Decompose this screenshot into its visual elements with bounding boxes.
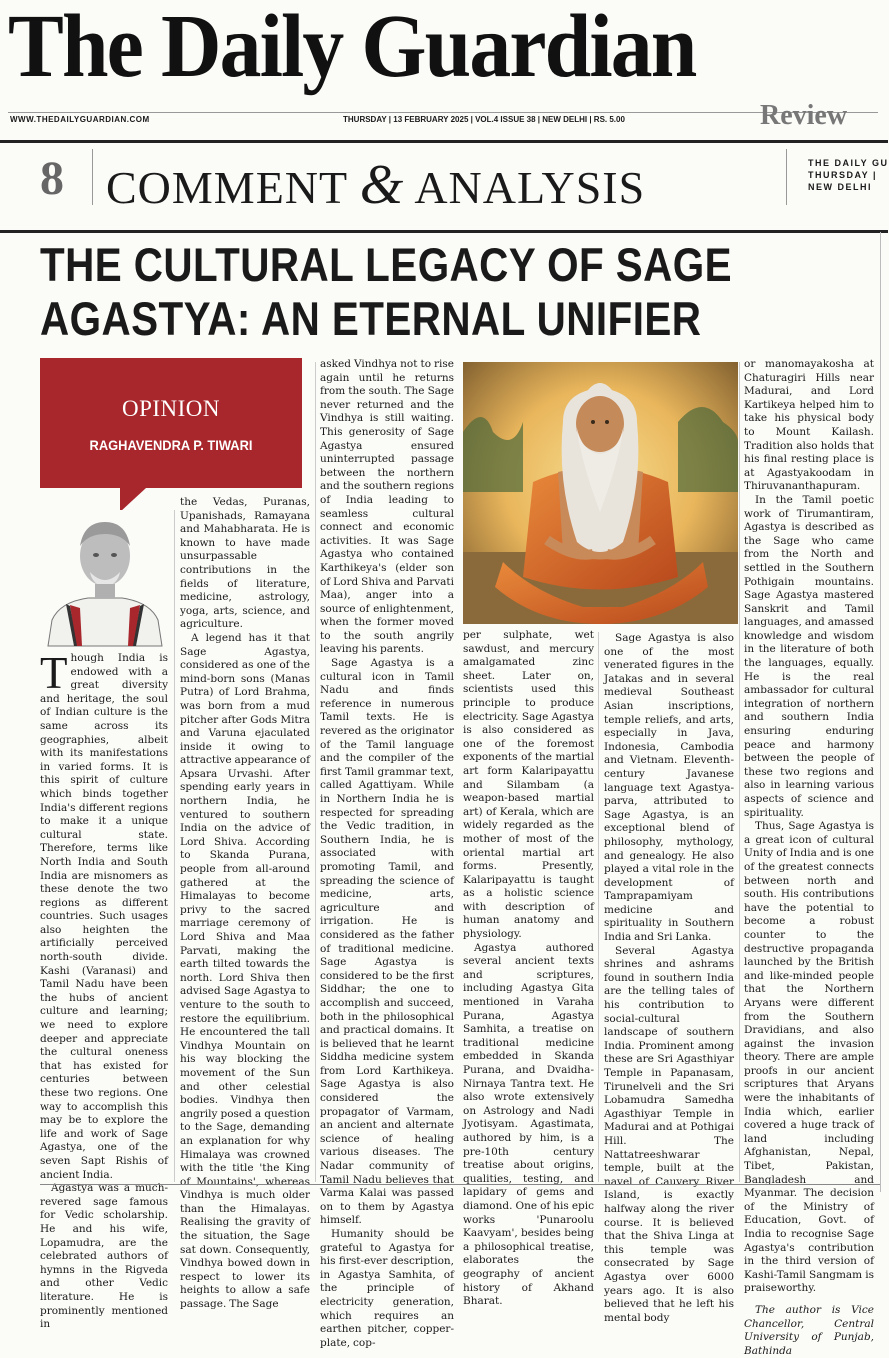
article-paragraph: A legend has it that Sage Agastya, considered as one of the mind-born sons (Manas Putra) of Lord Brahma, was born from a mud pitcher after Gods Mitra and Varuna ejaculated inside it owing to attractive appearance of Apsara Urvashi. After spending early years in northern India, he ventured to southern India on the advice of Lord Shiva. According to Skanda Purana, people from all-around gathered at the Himalayas to become privy to the sacred marriage ceremony of Lord Shiva and Maa Parvati, making the earth tilted towards the north. Lord Shiva then advised Sage Agastya to venture to the south to restore the equilibrium. He encountered the tall Vindhya Mountain on his way blocking the movement of the Sun and other celestial bodies. Vindhya then angrily posed a question to the Sage, demanding an explanation for why Himalaya was crowned with the title 'the King of Mountains', whereas Vindhya is much older than the Himalayas. Realising the gravity of the situation, the Sage sat down. Consequently, Vindhya bowed down in respect to lower its heights to allow a safe passage. The Sage <box>180 631 310 1311</box>
article-headline: THE CULTURAL LEGACY OF SAGE AGASTYA: AN ETERNAL UNIFIER <box>40 238 733 345</box>
article-paragraph: Humanity should be grateful to Agastya for his first-ever description, in Agastya Samhita, of the principle of electricity generation, which requires an earthen pitcher, copper-plate, cop- <box>320 1228 454 1349</box>
bottom-rule <box>40 1184 880 1185</box>
article-paragraph: Sage Agastya is a cultural icon in Tamil Nadu and finds reference in numerous Tamil texts. He is revered as the originator of the Tamil language and the compiler of the first Tamil grammar text, called Agattiyam. While in Northern India he is respected for spreading the Vedic tradition, in Southern India, he is associated with promoting Tamil, and spreading the science of medicine, arts, agriculture and irrigation. He is considered as the father of traditional medicine. Sage Agastya is considered to be the first Siddhar; the one to accomplish and succeed, both in the philosophical and practical domains. It is believed that he learnt Siddha medicine system from Lord Karthikeya. Sage Agastya is also considered the propagator of Varmam, an ancient and alternate science of healing various diseases. The Nadar community of Tamil Nadu believes that Varma Kalai was passed on to them by Agastya himself. <box>320 657 454 1227</box>
article-column-1 <box>40 648 168 1331</box>
article-paragraph: per sulphate, wet sawdust, and mercury amalgamated zinc sheet. Later on, scientists used this principle to produce electricity. Sage Agastya is also considered as one of the foremost exponents of the martial art form Kalaripayattu and Silambam (a weapon-based martial art) of Kerala, which are widely regarded as the mother of most of the oriental martial art forms. Presently, Kalaripayattu is taught as a holistic science with description of human anatomy and physiology. <box>463 629 594 941</box>
article-column-3 <box>320 358 454 1349</box>
article-paragraph: Thus, Sage Agastya is a great icon of cultural Unity of India and is one of the greatest connects between north and south. His contributions have the potential to become a robust counter to the destructive propaganda launched by the British and like-minded people that the Northern Aryans were different from the Southern Dravidians, and also against the invasion theory. There are ample proofs in our ancient scriptures that Aryans were the inhabitants of India which, earlier covered a huge track of land including Afghanistan, Nepal, Tibet, Pakistan, Bangladesh and Myanmar. The decision of the Ministry of Education, Govt. of India to recognise Sage Agastya's contribution in the third version of Kashi-Tamil Sangmam is praiseworthy. <box>744 820 874 1295</box>
website-url: WWW.THEDAILYGUARDIAN.COM <box>10 115 150 124</box>
page-edge-rule <box>880 232 881 1192</box>
side-info-line: THURSDAY | <box>808 170 878 180</box>
section-header <box>0 140 889 216</box>
article-paragraph: asked Vindhya not to rise again until he returns from the south. The Sage never returned and the Vindhya is still waiting. This generosity of Sage Agastya ensured uninterrupted passage between the northern and the southern regions of India leading to seamless cultural connect and economic activities. It was Sage Agastya who contained Karthikeya's (elder son of Lord Shiva and Parvati Maa), anger into a source of enlightenment, when the former moved to the south angrily leaving his parents. <box>320 358 454 656</box>
article-paragraph: the Vedas, Puranas, Upanishads, Ramayana and Mahabharata. He is known to have made unsurpassable contributions in the fields of literature, medicine, astrology, yoga, arts, science, and agriculture. <box>180 496 310 631</box>
page-number: 8 <box>40 152 64 205</box>
masthead-rule <box>8 112 878 113</box>
article-paragraph: In the Tamil poetic work of Tirumantiram, Agastya is described as the Sage who came from the North and settled in the Southern Pothigain mountains. Sage Agastya mastered Sanskrit and Tamil languages, and amassed knowledge and wisdom in the literature of both the languages, equally. He is the real ambassador for cultural integration of northern and southern India ensuring enduring peace and harmony between the people of these two regions and also in learning various aspects of science and spirituality. <box>744 493 874 819</box>
dateline: THURSDAY | 13 FEBRUARY 2025 | VOL.4 ISSUE 38 | NEW DELHI | RS. 5.00 <box>343 115 625 124</box>
newspaper-title: The Daily Guardian <box>8 0 696 96</box>
column-divider <box>174 510 175 1182</box>
paragraph-text: hough India is endowed with a great diversity and heritage, the soul of Indian culture is the same across its geographies, albeit with its manifestations in varied forms. It is this spirit of culture which binds together India's different regions to make it a unique cultural state. Therefore, terms like North India and South India are misnomers as these denote the two regions as different countries. Such usages also heighten the artificially perceived north-south divide. Kashi (Varanasi) and Tamil Nadu have been the hubs of ancient culture and learning; we need to explore deeper and appreciate the cultural oneness that has existed for centuries between these two regions. One way to accomplish this may be to explore the life and work of Sage Agastya, one of the seven Sapt Rishis of ancient India. <box>40 652 168 1181</box>
edition-label: Review <box>760 100 848 131</box>
ampersand: & <box>359 154 405 216</box>
article-column-2 <box>180 496 310 1311</box>
section-title-part1: COMMENT <box>106 162 360 213</box>
section-side-info <box>808 157 889 193</box>
author-bio: The author is Vice Chancellor, Central University of Punjab, Bathinda <box>744 1303 874 1357</box>
article-paragraph: Agastya was a much-revered sage famous for Vedic scholarship. He and his wife, Lopamudra, are the celebrated authors of hymns in the Rigveda and other Vedic literature. He is prominently mentioned in <box>40 1182 168 1331</box>
article-column-4 <box>463 629 594 1308</box>
sage-agastya-illustration <box>463 362 738 624</box>
article-paragraph: Agastya authored several ancient texts and scriptures, including Agastya Gita mentioned in Varaha Purana, Agastya Samhita, a treatise on traditional medicine embedded in Skanda Purana, and Dvaidha-Nirnaya Tantra text. He also wrote extensively on Astrology and Nadi Jyotisyam. Agastimata, authored by him, is a pre-10th century treatise about origins, qualities, testing, and lapidary of gems and diamond. One of his epic works 'Punaroolu Kaavyam', besides being a philosophical treatise, elaborates the geography of ancient history of Akhand Bharat. <box>463 941 594 1308</box>
author-photo <box>40 510 170 646</box>
opinion-label: OPINION <box>121 396 221 421</box>
side-info-line: NEW DELHI <box>808 182 872 192</box>
article-paragraph: Several Agastya shrines and ashrams found in southern India are the telling tales of his contribution to social-cultural landscape of southern India. Prominent among these are Sri Agasthiyar Temple in Papanasam, Tirunelveli and the Sri Lobamudra Samedha Agasthiyar Temple in Madurai and at Pothigai Hill. The Nattatreeshwarar temple, built at the navel of Cauvery River Island, is exactly halfway along the river course. It is believed that the Shiva Linga at this temple was consecrated by Sage Agastya over 6000 years ago. It is also believed that he left his mental body <box>604 944 734 1324</box>
masthead <box>8 0 888 130</box>
column-divider <box>598 632 599 1182</box>
author-name: RAGHAVENDRA P. TIWARI <box>89 437 253 453</box>
article-paragraph: Sage Agastya is also one of the most venerated figures in the Jatakas and in several medieval Southeast Asian inscriptions, temple reliefs, and arts, especially in Java, Indonesia, Cambodia and Vietnam. Eleventh-century Javanese language text Agastya-parva, attributed to Sage Agastya, is an exceptional blend of philosophy, mythology, and genealogy. He also played a vital role in the development of Tamprapamiyam medicine and spirituality in Southern India and Sri Lanka. <box>604 632 734 944</box>
opinion-box <box>40 358 302 488</box>
divider <box>92 149 93 205</box>
column-divider <box>739 362 740 1182</box>
drop-cap: T <box>40 648 68 698</box>
article-column-5 <box>604 632 734 1324</box>
column-divider <box>315 362 316 1182</box>
article-paragraph: or manomayakosha at Chaturagiri Hills near Madurai, and Lord Kartikeya helped him to take his physical body to Mount Kailash. Tradition also holds that his final resting place is at Agastyakoodam in Thiruvananthapuram. <box>744 358 874 493</box>
side-info-line: THE DAILY GU <box>808 158 889 168</box>
divider <box>786 149 787 205</box>
section-title-part2: ANALYSIS <box>404 162 646 213</box>
article-paragraph <box>40 648 168 1182</box>
section-title <box>106 153 645 217</box>
section-rule <box>0 230 888 233</box>
article-column-6 <box>744 358 874 1357</box>
